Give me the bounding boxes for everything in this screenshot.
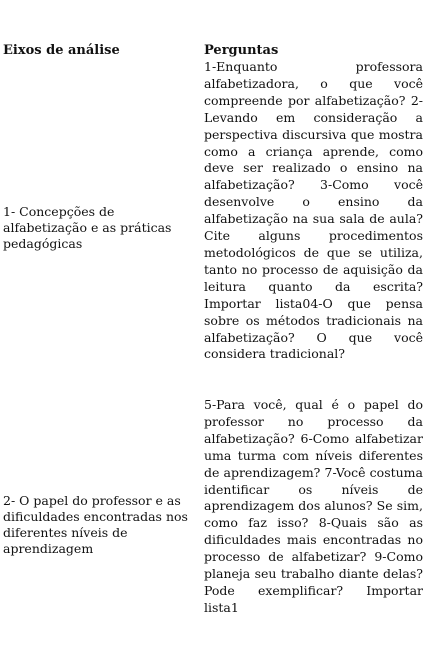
axis-text: 2- O papel do professor e as dificuldades encontradas nos diferentes níveis de aprendizagem xyxy=(3,492,188,556)
header-axis: Eixos de análise xyxy=(3,43,120,58)
header-questions: Perguntas xyxy=(204,43,279,58)
axis-cell xyxy=(3,397,204,652)
axis-cell xyxy=(3,59,204,397)
questions-cell: 1-Enquanto professora alfabetizadora, o que você compreende por alfabetização? 2-Levando em consideração a perspectiva discursiva que mostra como a criança aprende, como deve ser realizado o ensino na alfabetização? 3-Como você desenvolve o ensino da alfabetização na sua sala de aula? Cite alguns procedimentos metodológicos de que se utiliza, tanto no processo de aquisição da leitura quanto da escrita? Importar lista04-O que pensa sobre os métodos tradicionais na alfabetização? O que você considera tradicional? xyxy=(204,59,423,362)
analysis-table xyxy=(3,42,423,652)
axis-text: 1- Concepções de alfabetização e as práticas pedagógicas xyxy=(3,204,172,251)
questions-cell: 5-Para você, qual é o papel do professor no processo da alfabetização? 6-Como alfabetizar uma turma com níveis diferentes de aprendizagem? 7-Você costuma identificar os níveis de aprendizagem dos alunos? Se sim, como faz isso? 8-Quais são as dificuldades mais encontradas no processo de alfabetizar? 9-Como planeja seu trabalho diante delas? Pode exemplificar? Importar lista1 xyxy=(204,397,423,615)
